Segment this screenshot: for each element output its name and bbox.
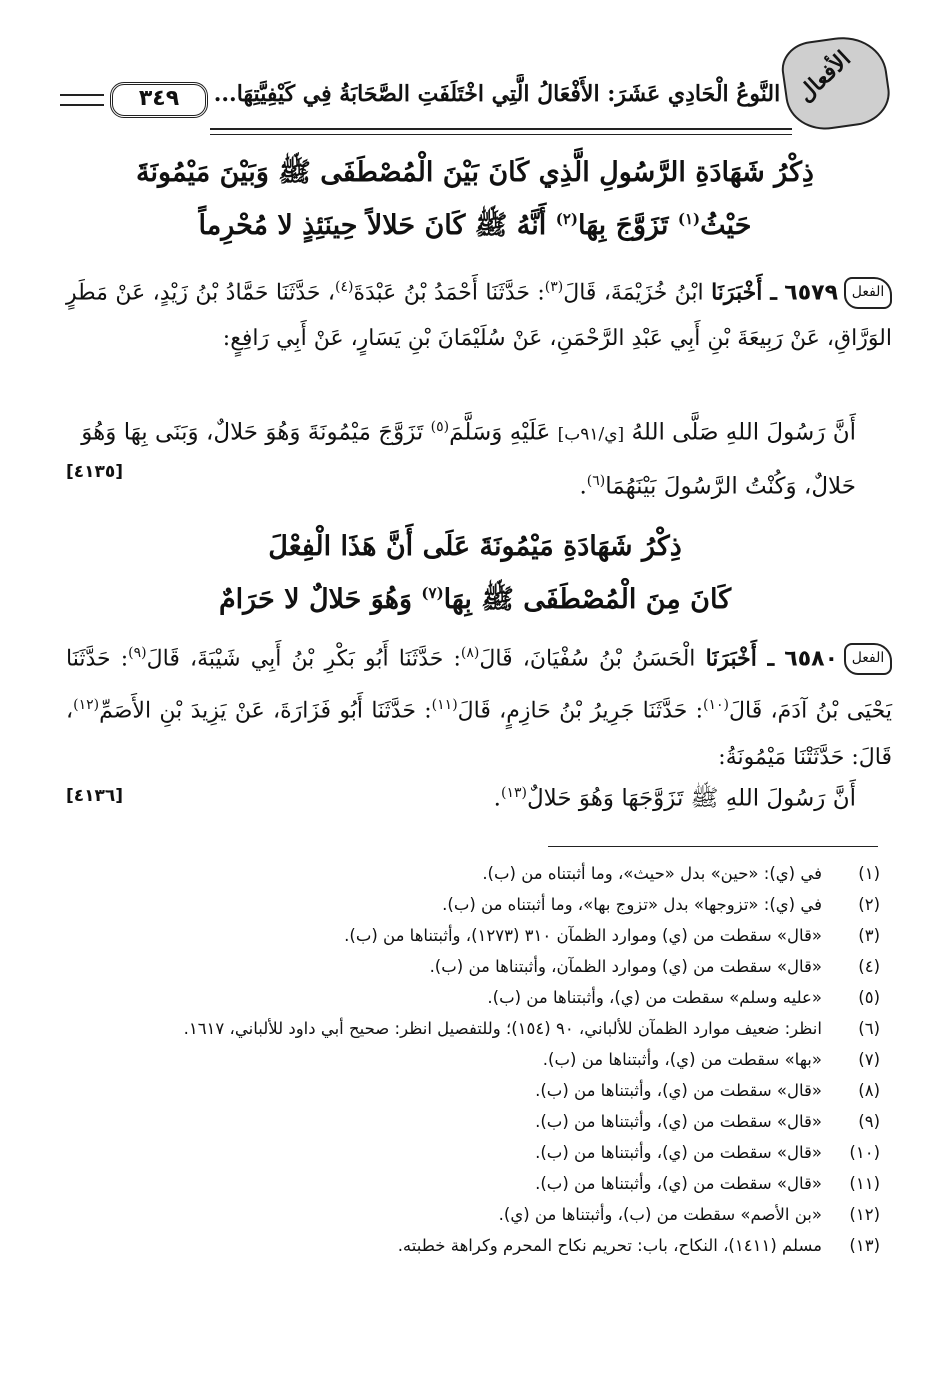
footnote-number: (٥) <box>858 988 880 1007</box>
isnad-text: : حَدَّثَنَا جَرِيرُ بْنُ حَازِمٍ، قَالَ <box>457 698 704 724</box>
footnote-text: في (ي): «حين» بدل «حيث»، وما أثبتناه من (ب). <box>482 864 822 883</box>
isnad-text: ، حَدَّثَنَا حَمَّادُ بْنُ زَيْدٍ، عَنْ مَطَرٍ الوَرَّاقِ، عَنْ رَبِيعَةَ بْنِ أَبِي عَبْدِ الرَّحْمَنِ، عَنْ سُلَيْمَانَ بْنِ يَسَارٍ، عَنْ أَبِي رَافِعٍ: <box>66 280 892 352</box>
cross-reference: [٤١٣٥] <box>66 462 124 482</box>
footnote-text: «قال» سقطت من (ي)، وأثبتناها من (ب). <box>535 1143 822 1162</box>
matn-text: . <box>493 785 501 812</box>
header-rule-left <box>60 94 104 106</box>
footnote-number: (٢) <box>858 895 880 914</box>
footnote <box>66 1106 880 1137</box>
footnote <box>66 889 880 920</box>
footnote-text: «قال» سقطت من (ي)، وأثبتناها من (ب). <box>535 1174 822 1193</box>
isnad-text: : حَدَّثَنَا أَبُو بَكْرِ بْنُ أَبِي شَيْبَةَ، قَالَ <box>146 646 461 672</box>
footnote <box>66 1013 880 1044</box>
footnote-number: (٧) <box>858 1050 880 1069</box>
heading-line: ذِكْرُ شَهَادَةِ مَيْمُونَةَ عَلَى أَنَّ هَذَا الْفِعْلَ <box>268 531 682 562</box>
fiil-puzzle-icon: الفعل <box>844 643 892 675</box>
running-title: النَّوعُ الْحَادِي عَشَرَ: الأَفْعَالُ الَّتِي اخْتَلَفَتِ الصَّحَابَةُ فِي كَيْفِيَّتِهَا... <box>213 81 781 107</box>
footnote-marker: (١٢) <box>73 697 100 714</box>
footnote-number: (٣) <box>858 926 880 945</box>
hadith-number: ٦٥٨٠ <box>784 646 838 672</box>
footnote-marker: (١١) <box>431 697 458 714</box>
isnad-text: ، قَالَ: حَدَّثَتْنَا مَيْمُونَةُ: <box>66 698 892 770</box>
footnote-number: (٩) <box>858 1112 880 1131</box>
heading-line: ذِكْرُ شَهَادَةِ الرَّسُولِ الَّذِي كَانَ بَيْنَ الْمُصْطَفَى ﷺ وَبَيْنَ مَيْمُونَةَ <box>136 157 814 188</box>
footnote-marker: (٥) <box>430 419 450 435</box>
manuscript-ref: [ي/٩١ب] <box>557 424 625 445</box>
isnad-text: ابْنُ خُزَيْمَةَ، قَالَ <box>563 280 712 306</box>
footnote-number: (١٢) <box>849 1205 880 1224</box>
hadith-matn-6580 <box>66 770 856 822</box>
heading-text: حَيْثُ <box>700 210 752 241</box>
footnote-marker: (٨) <box>460 645 480 661</box>
heading-text: تَزَوَّجَ بِهَا <box>577 210 678 241</box>
footnote <box>66 1168 880 1199</box>
matn-text: أَنَّ رَسُولَ اللهِ ﷺ تَزَوَّجَهَا وَهُوَ حَلالٌ <box>526 785 856 812</box>
footnote-marker: (١٣) <box>500 785 527 801</box>
matn-text: أَنَّ رَسُولَ اللهِ صَلَّى اللهُ <box>624 419 856 446</box>
footnote-number: (١١) <box>849 1174 880 1193</box>
heading-text: كَانَ مِنَ الْمُصْطَفَى ﷺ بِهَا <box>443 584 732 615</box>
footnote-marker: (٦) <box>586 472 606 489</box>
footnote-text: «عليه وسلم» سقطت من (ي)، وأثبتناها من (ب). <box>487 988 822 1007</box>
category-label: الأفعال <box>792 45 856 108</box>
footnote-number: (٨) <box>858 1081 880 1100</box>
isnad-text: : حَدَّثَنَا يَحْيَى بْنُ آدَمَ، قَالَ <box>66 646 892 724</box>
footnote <box>66 1230 880 1261</box>
hadith-matn-6579 <box>66 404 856 509</box>
hadith-isnad-6579 <box>66 264 892 362</box>
footnote <box>66 1075 880 1106</box>
hadith-number: ٦٥٧٩ <box>784 280 839 306</box>
category-emblem <box>778 31 894 135</box>
footnote-number: (٦) <box>858 1019 880 1038</box>
footnote-text: «قال» سقطت من (ي)، وأثبتناها من (ب). <box>535 1112 822 1131</box>
footnote-number: (٤) <box>858 957 880 976</box>
footnote-marker: (١٠) <box>703 697 730 714</box>
footnote <box>66 858 880 889</box>
footnote-marker: (٧) <box>421 584 444 602</box>
footnote-separator <box>548 846 878 847</box>
matn-text: عَلَيْهِ وَسَلَّمَ <box>449 419 558 446</box>
heading-text: وَهُوَ حَلالٌ لا حَرَامٌ <box>218 584 422 615</box>
cross-reference: [٤١٣٦] <box>66 786 124 806</box>
section-heading-1 <box>60 150 890 249</box>
page-number: ٣٤٩ <box>110 82 208 118</box>
footnote-text: «قال» سقطت من (ي) وموارد الظمآن، وأثبتناها من (ب). <box>429 957 822 976</box>
footnote-text: «بن الأصم» سقطت من (ب)، وأثبتناها من (ي). <box>498 1205 822 1224</box>
page-header <box>60 38 880 118</box>
footnote-marker: (١) <box>677 210 701 228</box>
fiil-puzzle-icon: الفعل <box>844 277 892 309</box>
footnote-number: (١٣) <box>849 1236 880 1255</box>
footnote <box>66 1137 880 1168</box>
footnote-marker: (٩) <box>128 645 147 661</box>
footnotes-list <box>66 858 880 1261</box>
isnad-text: : حَدَّثَنَا أَبُو فَزَارَةَ، عَنْ يَزِيدَ بْنِ الأَصَمِّ <box>99 698 432 724</box>
isnad-text: : حَدَّثَنَا أَحْمَدُ بْنُ عَبْدَةَ <box>353 280 545 306</box>
footnote-number: (١٠) <box>849 1143 880 1162</box>
footnote-marker: (٤) <box>335 279 354 295</box>
header-rule <box>210 128 792 135</box>
isnad-text: الْحَسَنُ بْنُ سُفْيَانَ، قَالَ <box>479 646 706 672</box>
footnote-text: «قال» سقطت من (ي)، وأثبتناها من (ب). <box>535 1081 822 1100</box>
footnote-number: (١) <box>858 864 880 883</box>
footnote-marker: (٢) <box>555 210 578 228</box>
footnote <box>66 920 880 951</box>
footnote-text: «بها» سقطت من (ي)، وأثبتناها من (ب). <box>542 1050 822 1069</box>
heading-line <box>60 570 890 623</box>
footnote <box>66 951 880 982</box>
footnote-marker: (٣) <box>544 279 564 295</box>
matn-text: تَزَوَّجَ مَيْمُونَةَ وَهُوَ حَلالٌ، وَبَنَى بِهَا وَهُوَ حَلالٌ، وَكُنْتُ الرَّسُولَ بَيْنَهُمَا <box>81 419 856 500</box>
heading-text: أَنَّهُ ﷺ كَانَ حَلالاً حِينَئِذٍ لا مُحْرِماً <box>198 210 556 241</box>
akhbarana-label: ـ أَخْبَرَنَا <box>711 279 777 306</box>
akhbarana-label: ـ أَخْبَرَنَا <box>705 645 775 672</box>
section-heading-2 <box>60 524 890 623</box>
footnote-text: «قال» سقطت من (ي) وموارد الظمآن ٣١٠ (١٢٧٣)، وأثبتناها من (ب). <box>344 926 822 945</box>
footnote <box>66 1044 880 1075</box>
footnote <box>66 982 880 1013</box>
footnote-text: مسلم (١٤١١)، النكاح، باب: تحريم نكاح المحرم وكراهة خطبته. <box>397 1236 822 1255</box>
footnote-text: في (ي): «تزوجها» بدل «تزوج بها»، وما أثبتناه من (ب). <box>442 895 822 914</box>
hadith-isnad-6580 <box>66 630 892 781</box>
matn-text: . <box>579 473 587 500</box>
heading-line <box>60 196 890 249</box>
footnote-text: انظر: ضعيف موارد الظمآن للألباني، ٩٠ (١٥٤)؛ وللتفصيل انظر: صحيح أبي داود للألباني، ١٦١٧. <box>183 1019 822 1038</box>
footnote <box>66 1199 880 1230</box>
